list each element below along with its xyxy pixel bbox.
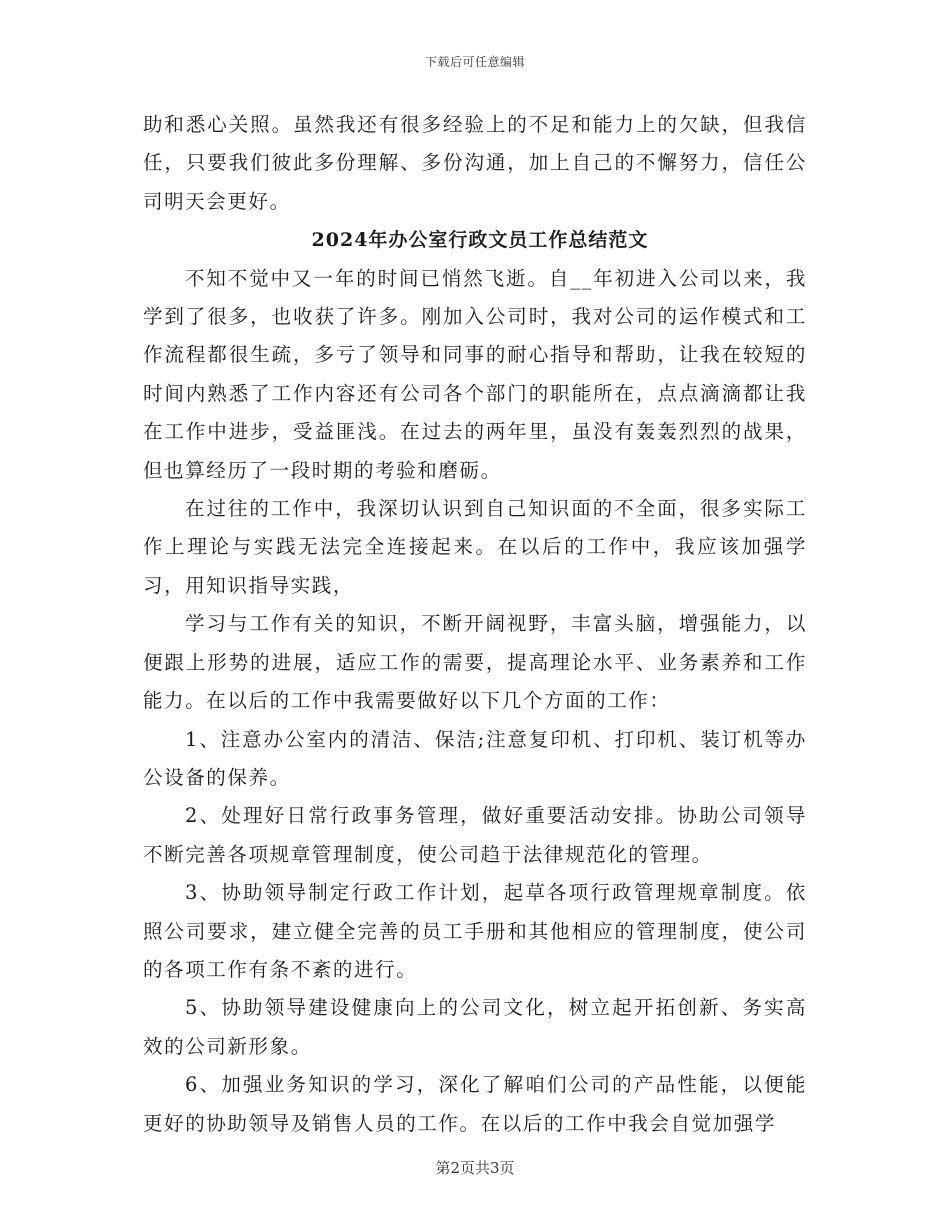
list-item-2: 2、处理好日常行政事务管理，做好重要活动安排。协助公司领导不断完善各项规章管理制度，使公司趋于法律规范化的管理。 (143, 804, 807, 866)
list-item-5: 5、协助领导建设健康向上的公司文化，树立起开拓创新、务实高效的公司新形象。 (143, 996, 807, 1058)
page-number: 第2页共3页 (435, 1159, 515, 1177)
list-item-3: 3、协助领导制定行政工作计划，起草各项行政管理规章制度。依照公司要求，建立健全完善的员工手册和其他相应的管理制度，使公司的各项工作有条不紊的进行。 (143, 881, 807, 981)
paragraph-2: 在过往的工作中，我深切认识到自己知识面的不全面，很多实际工作上理论与实践无法完全连接起来。在以后的工作中，我应该加强学习，用知识指导实践， (143, 497, 807, 597)
paragraph-3: 学习与工作有关的知识，不断开阔视野，丰富头脑，增强能力，以便跟上形势的进展，适应工作的需要，提高理论水平、业务素养和工作能力。在以后的工作中我需要做好以下几个方面的工作： (143, 612, 807, 713)
page-header-note: 下载后可任意编辑 (424, 55, 525, 69)
document-body (143, 106, 807, 1143)
document-title: 2024年办公室行政文员工作总结范文 (311, 229, 649, 252)
list-item-6: 6、加强业务知识的学习，深化了解咱们公司的产品性能，以便能更好的协助领导及销售人员的工作。在以后的工作中我会自觉加强学 (143, 1073, 807, 1135)
list-item-1: 1、注意办公室内的清洁、保洁;注意复印机、打印机、装订机等办公设备的保养。 (143, 727, 807, 789)
paragraph-1: 不知不觉中又一年的时间已悄然飞逝。自__年初进入公司以来，我学到了很多，也收获了许多。刚加入公司时，我对公司的运作模式和工作流程都很生疏，多亏了领导和同事的耐心指导和帮助，让我在较短的时间内熟悉了工作内容还有公司各个部门的职能所在，点点滴滴都让我在工作中进步，受益匪浅。在过去的两年里，虽没有轰轰烈烈的战果，但也算经历了一段时期的考验和磨砺。 (143, 266, 807, 482)
intro-paragraph: 助和悉心关照。虽然我还有很多经验上的不足和能力上的欠缺，但我信任，只要我们彼此多份理解、多份沟通，加上自己的不懈努力，信任公司明天会更好。 (143, 113, 807, 213)
